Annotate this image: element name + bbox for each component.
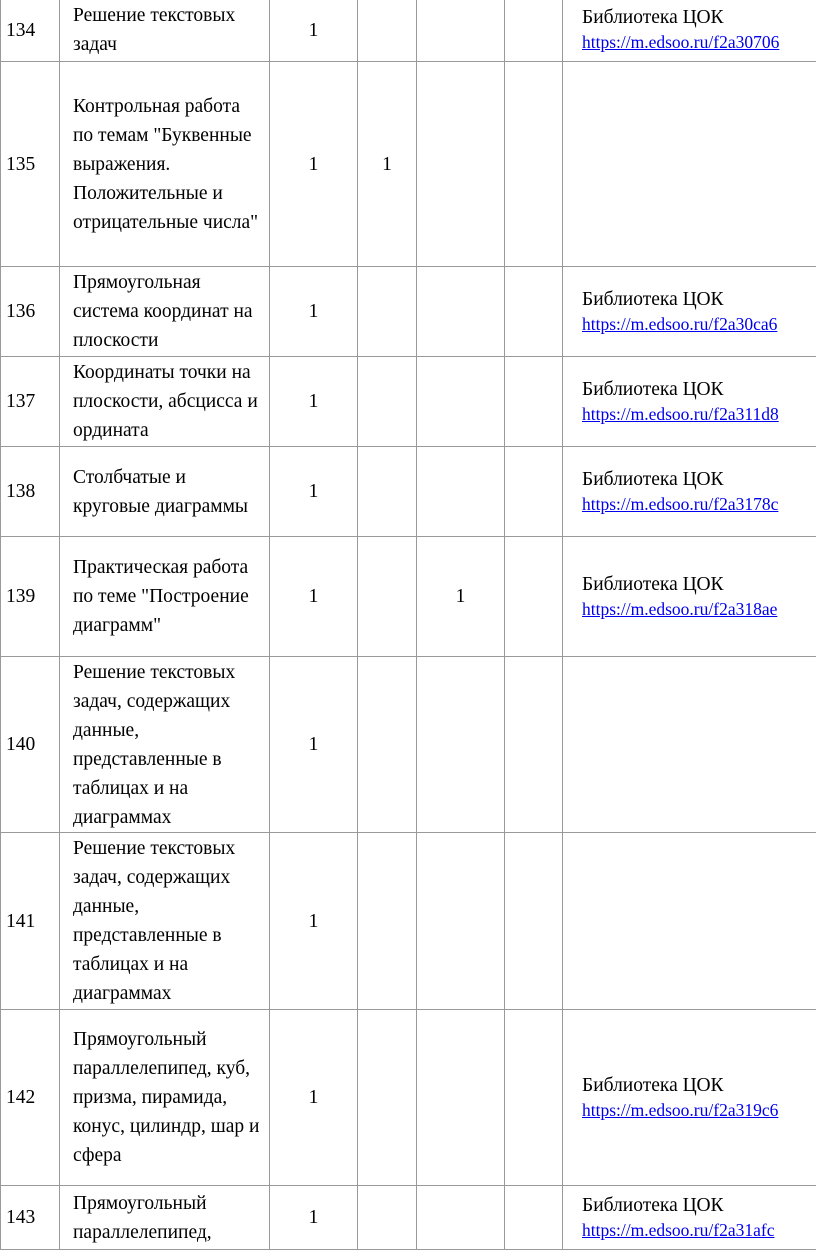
lesson-date [505,657,563,833]
lesson-number: 143 [1,1186,60,1250]
resource-title: Библиотека ЦОК [582,1074,724,1096]
hours-practice [417,833,505,1010]
hours-control [358,447,417,537]
lesson-number: 141 [1,833,60,1010]
resource-link[interactable]: https://m.edsoo.ru/f2a318ae [582,598,778,619]
hours-total: 1 [270,267,358,357]
digital-resource [563,657,816,833]
hours-practice [417,267,505,357]
hours-total: 1 [270,1010,358,1186]
lesson-date [505,267,563,357]
hours-total: 1 [270,1186,358,1250]
lesson-date [505,357,563,447]
hours-practice [417,1010,505,1186]
lesson-number: 135 [1,62,60,267]
resource-link[interactable]: https://m.edsoo.ru/f2a31afc [582,1219,775,1240]
digital-resource [563,357,816,447]
table-row [1,0,816,62]
lesson-number: 139 [1,537,60,657]
resource-title: Библиотека ЦОК [582,573,724,595]
lesson-topic: Решение текстовых задач [60,0,270,62]
lesson-topic: Прямоугольный параллелепипед, куб, призма, пирамида, конус, цилиндр, шар и сфера [60,1010,270,1186]
lesson-topic: Прямоугольная система координат на плоскости [60,267,270,357]
lesson-date [505,1010,563,1186]
lesson-topic: Решение текстовых задач, содержащих данные, представленные в таблицах и на диаграммах [60,657,270,833]
hours-practice [417,0,505,62]
hours-total: 1 [270,833,358,1010]
hours-total: 1 [270,0,358,62]
table-row [1,357,816,447]
hours-control [358,833,417,1010]
hours-control: 1 [358,62,417,267]
hours-practice [417,657,505,833]
resource-link[interactable]: https://m.edsoo.ru/f2a30706 [582,32,780,52]
lesson-date [505,447,563,537]
hours-total: 1 [270,537,358,657]
resource-title: Библиотека ЦОК [582,1194,724,1216]
hours-practice [417,62,505,267]
table-row [1,1010,816,1186]
lesson-topic: Практическая работа по теме "Построение диаграмм" [60,537,270,657]
table-row [1,447,816,537]
lesson-topic: Решение текстовых задач, содержащих данные, представленные в таблицах и на диаграммах [60,833,270,1010]
resource-link[interactable]: https://m.edsoo.ru/f2a30ca6 [582,313,778,334]
hours-practice: 1 [417,537,505,657]
resource-title: Библиотека ЦОК [582,7,724,28]
resource-link[interactable]: https://m.edsoo.ru/f2a311d8 [582,403,779,424]
lesson-number: 140 [1,657,60,833]
lesson-date [505,62,563,267]
lesson-date [505,1186,563,1250]
resource-link[interactable]: https://m.edsoo.ru/f2a3178c [582,493,779,514]
lesson-number: 134 [1,0,60,62]
lesson-number: 136 [1,267,60,357]
lesson-date [505,537,563,657]
digital-resource [563,62,816,267]
hours-control [358,537,417,657]
hours-control [358,657,417,833]
lesson-number: 142 [1,1010,60,1186]
digital-resource [563,833,816,1010]
resource-title: Библиотека ЦОК [582,378,724,400]
hours-control [358,0,417,62]
hours-control [358,1010,417,1186]
digital-resource [563,447,816,537]
lesson-topic: Столбчатые и круговые диаграммы [60,447,270,537]
digital-resource [563,0,816,62]
hours-practice [417,357,505,447]
hours-control [358,267,417,357]
lesson-date [505,0,563,62]
table-row [1,833,816,1010]
hours-total: 1 [270,62,358,267]
hours-control [358,357,417,447]
resource-title: Библиотека ЦОК [582,288,724,310]
lesson-topic: Контрольная работа по темам "Буквенные выражения. Положительные и отрицательные числа" [60,62,270,267]
hours-total: 1 [270,657,358,833]
table-body [1,0,816,1250]
lesson-number: 138 [1,447,60,537]
hours-total: 1 [270,357,358,447]
lesson-number: 137 [1,357,60,447]
hours-total: 1 [270,447,358,537]
resource-title: Библиотека ЦОК [582,468,724,490]
digital-resource [563,267,816,357]
digital-resource [563,1010,816,1186]
table-row [1,267,816,357]
hours-practice [417,1186,505,1250]
digital-resource [563,1186,816,1250]
hours-control [358,1186,417,1250]
hours-practice [417,447,505,537]
table-row [1,657,816,833]
table-row [1,1186,816,1250]
lesson-topic: Координаты точки на плоскости, абсцисса и ордината [60,357,270,447]
table-row [1,62,816,267]
lesson-topic: Прямоугольный параллелепипед, [60,1186,270,1250]
table-row [1,537,816,657]
digital-resource [563,537,816,657]
lesson-date [505,833,563,1010]
resource-link[interactable]: https://m.edsoo.ru/f2a319c6 [582,1099,779,1120]
